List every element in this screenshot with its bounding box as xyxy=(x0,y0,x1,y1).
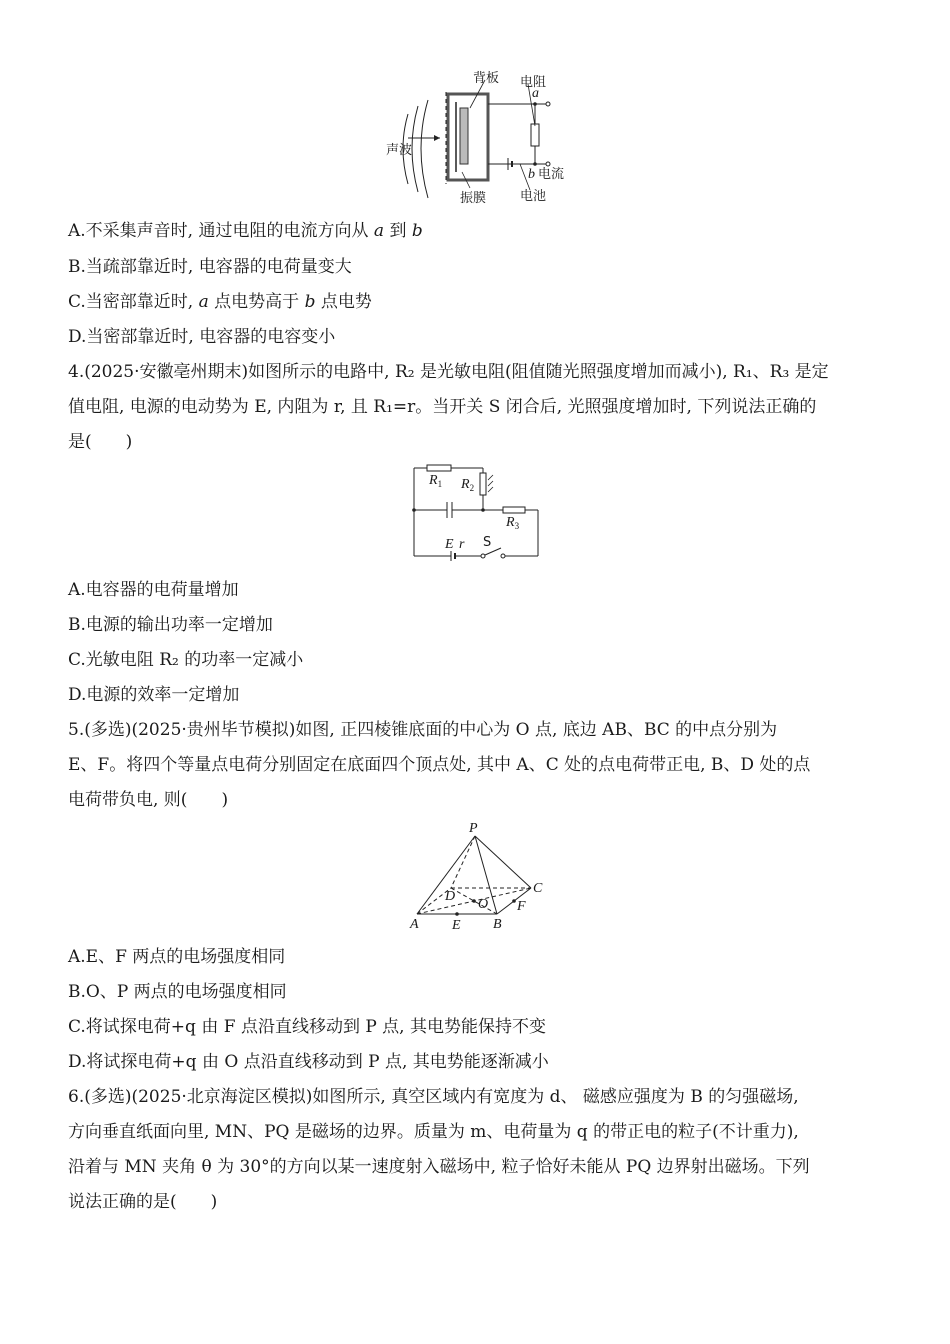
q3-option-b: B.当疏部靠近时, 电容器的电荷量变大 xyxy=(68,257,352,277)
q3-option-a: A.不采集声音时, 通过电阻的电流方向从 a 到 b xyxy=(68,221,423,241)
label-D: D xyxy=(445,889,456,904)
q5-option-a: A.E、F 两点的电场强度相同 xyxy=(68,947,286,967)
q5-option-b: B.O、P 两点的电场强度相同 xyxy=(68,982,287,1002)
q3-option-c: C.当密部靠近时, a 点电势高于 b 点电势 xyxy=(68,292,372,312)
label-b: b xyxy=(528,167,535,182)
q5-option-c: C.将试探电荷+q 由 F 点沿直线移动到 P 点, 其电势能保持不变 xyxy=(68,1017,546,1037)
label-B: B xyxy=(493,917,502,932)
label-F: F xyxy=(517,899,526,914)
label-C: C xyxy=(533,881,543,896)
q6-stem-line1: 6.(多选)(2025·北京海淀区模拟)如图所示, 真空区域内有宽度为 d、 磁感应强度为 B 的匀强磁场, xyxy=(68,1087,799,1107)
q6-stem-line2: 方向垂直纸面向里, MN、PQ 是磁场的边界。质量为 m、电荷量为 q 的带正电的粒子(不计重力), xyxy=(68,1122,799,1142)
label-R3: $R_3$ xyxy=(506,515,520,531)
label-E: E xyxy=(452,918,461,933)
label-soundwave: 声波 xyxy=(386,143,413,158)
q4-option-d: D.电源的效率一定增加 xyxy=(68,685,240,705)
q4-option-b: B.电源的输出功率一定增加 xyxy=(68,615,273,635)
label-A: A xyxy=(410,917,419,932)
label-r: r xyxy=(459,537,465,552)
label-R1: $R_1$ xyxy=(429,473,443,489)
label-O: O xyxy=(478,897,489,912)
pyramid-figure xyxy=(405,818,555,936)
q6-stem-line4: 说法正确的是( ) xyxy=(68,1192,218,1212)
q3-option-d: D.当密部靠近时, 电容器的电容变小 xyxy=(68,327,336,347)
label-diaphragm: 振膜 xyxy=(460,191,487,206)
label-battery: 电池 xyxy=(520,189,547,204)
microphone-figure xyxy=(380,66,580,208)
label-R2: $R_2$ xyxy=(461,477,475,493)
q5-option-d: D.将试探电荷+q 由 O 点沿直线移动到 P 点, 其电势能逐渐减小 xyxy=(68,1052,549,1072)
label-a: a xyxy=(532,86,539,101)
q5-stem-line3: 电荷带负电, 则( ) xyxy=(68,790,229,810)
label-current: 电流 xyxy=(538,167,565,182)
q4-stem-line2: 值电阻, 电源的电动势为 E, 内阻为 r, 且 R₁=r。当开关 S 闭合后, 光照强度增加时, 下列说法正确的 xyxy=(68,397,817,417)
label-P: P xyxy=(469,821,478,836)
label-E: E xyxy=(445,537,454,552)
q4-stem-line3: 是( ) xyxy=(68,432,133,452)
q4-stem-line1: 4.(2025·安徽亳州期末)如图所示的电路中, R₂ 是光敏电阻(阻值随光照强度增加而减小), R₁、R₃ 是定 xyxy=(68,362,829,382)
q5-stem-line2: E、F。将四个等量点电荷分别固定在底面四个顶点处, 其中 A、C 处的点电荷带正电, B、D 处的点 xyxy=(68,755,811,775)
q6-stem-line3: 沿着与 MN 夹角 θ 为 30°的方向以某一速度射入磁场中, 粒子恰好未能从 PQ 边界射出磁场。下列 xyxy=(68,1157,810,1177)
q4-option-c: C.光敏电阻 R₂ 的功率一定减小 xyxy=(68,650,304,670)
label-backboard: 背板 xyxy=(473,71,500,86)
q4-option-a: A.电容器的电荷量增加 xyxy=(68,580,239,600)
circuit-figure xyxy=(405,460,545,564)
label-S: S xyxy=(483,535,492,550)
label-resistor: 电阻 xyxy=(520,75,547,90)
q5-stem-line1: 5.(多选)(2025·贵州毕节模拟)如图, 正四棱锥底面的中心为 O 点, 底边 AB、BC 的中点分别为 xyxy=(68,720,778,740)
